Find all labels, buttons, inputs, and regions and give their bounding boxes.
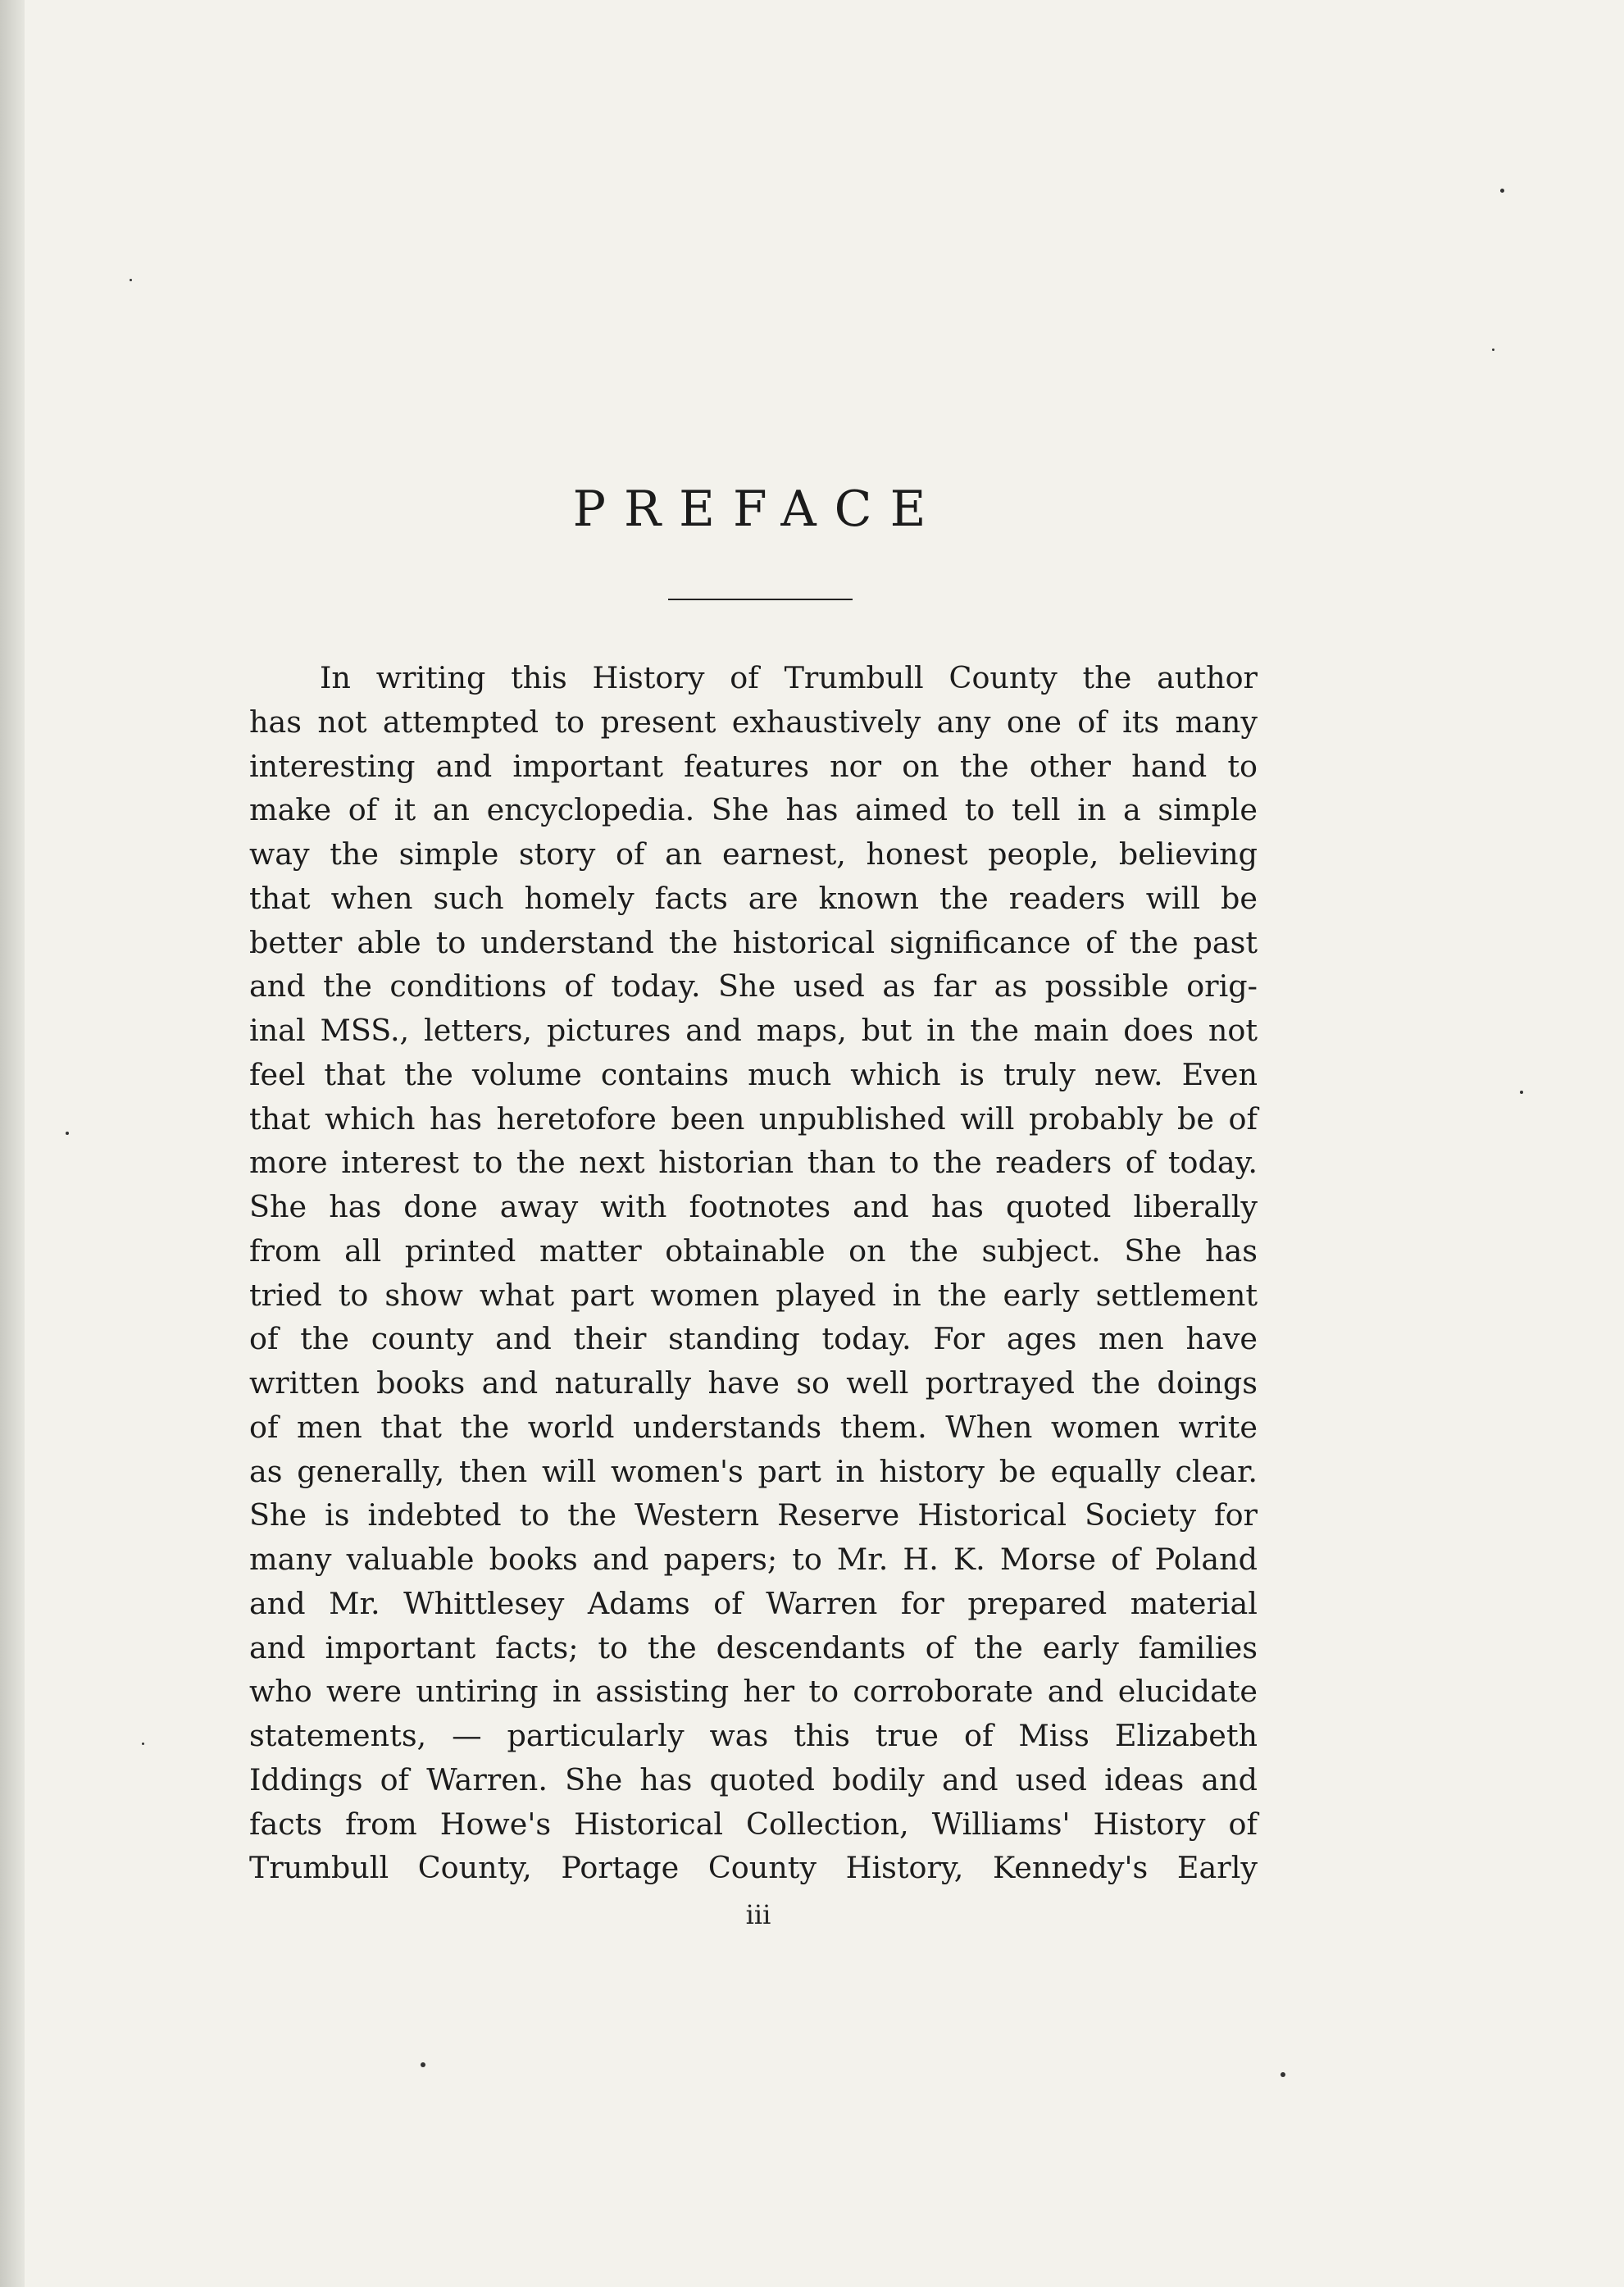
text-line: She is indebted to the Western Reserve Historical Society for <box>249 1497 1258 1533</box>
text-line: way the simple story of an earnest, honest people, believing <box>249 836 1258 872</box>
paper-speck <box>421 2062 425 2067</box>
text-line: that when such homely facts are known the readers will be <box>249 880 1258 916</box>
paper-speck <box>1281 2072 1285 2077</box>
text-line: make of it an encyclopedia. She has aimed to tell in a simple <box>249 792 1258 828</box>
text-line: She has done away with footnotes and has quoted liberally <box>249 1189 1258 1224</box>
page-edge-shadow <box>0 0 25 2287</box>
text-line: feel that the volume contains much which is truly new. Even <box>249 1056 1258 1092</box>
page-number: iii <box>745 1899 771 1930</box>
text-line: of the county and their standing today. For ages men have <box>249 1321 1258 1357</box>
title-rule <box>668 599 853 600</box>
text-line: that which has heretofore been unpublished will probably be of <box>249 1100 1258 1137</box>
paper-speck <box>1492 349 1494 351</box>
text-line: and the conditions of today. She used as far as possible orig- <box>249 968 1258 1005</box>
text-line: who were untiring in assisting her to corroborate and elucidate <box>249 1674 1258 1710</box>
text-line: tried to show what part women played in the early settlement <box>249 1277 1258 1313</box>
text-line: written books and naturally have so well portrayed the doings <box>249 1365 1258 1401</box>
text-line: many valuable books and papers; to Mr. H. K. Morse of Poland <box>249 1542 1258 1577</box>
paper-speck <box>1500 189 1504 193</box>
paper-speck <box>142 1743 144 1745</box>
text-line: In writing this History of Trumbull County the author <box>320 660 1258 695</box>
text-line: as generally, then will women's part in history be equally clear. <box>249 1453 1258 1489</box>
paper-speck <box>1520 1091 1523 1094</box>
text-line: from all printed matter obtainable on the subject. She has <box>249 1232 1258 1269</box>
text-line: and Mr. Whittlesey Adams of Warren for prepared material <box>249 1585 1258 1621</box>
paper-speck <box>130 279 132 281</box>
text-line: and important facts; to the descendants of the early families <box>249 1629 1258 1665</box>
text-line: has not attempted to present exhaustively any one of its many <box>249 704 1258 740</box>
text-line: statements, — particularly was this true of Miss Elizabeth <box>249 1718 1258 1753</box>
text-line: of men that the world understands them. When women write <box>249 1409 1258 1445</box>
paper-speck <box>66 1132 69 1135</box>
preface-paragraph <box>249 656 1258 1890</box>
text-line: Iddings of Warren. She has quoted bodily and used ideas and <box>249 1761 1258 1797</box>
page-title: PREFACE <box>572 481 944 538</box>
book-page <box>25 0 1624 2287</box>
text-line: better able to understand the historical significance of the past <box>249 924 1258 960</box>
text-line: interesting and important features nor on the other hand to <box>249 748 1258 784</box>
text-line: more interest to the next historian than to the readers of today. <box>249 1145 1258 1181</box>
text-line: Trumbull County, Portage County History, Kennedy's Early <box>249 1850 1258 1886</box>
text-line: facts from Howe's Historical Collection, Williams' History of <box>249 1806 1258 1842</box>
text-line: inal MSS., letters, pictures and maps, but in the main does not <box>249 1013 1258 1048</box>
